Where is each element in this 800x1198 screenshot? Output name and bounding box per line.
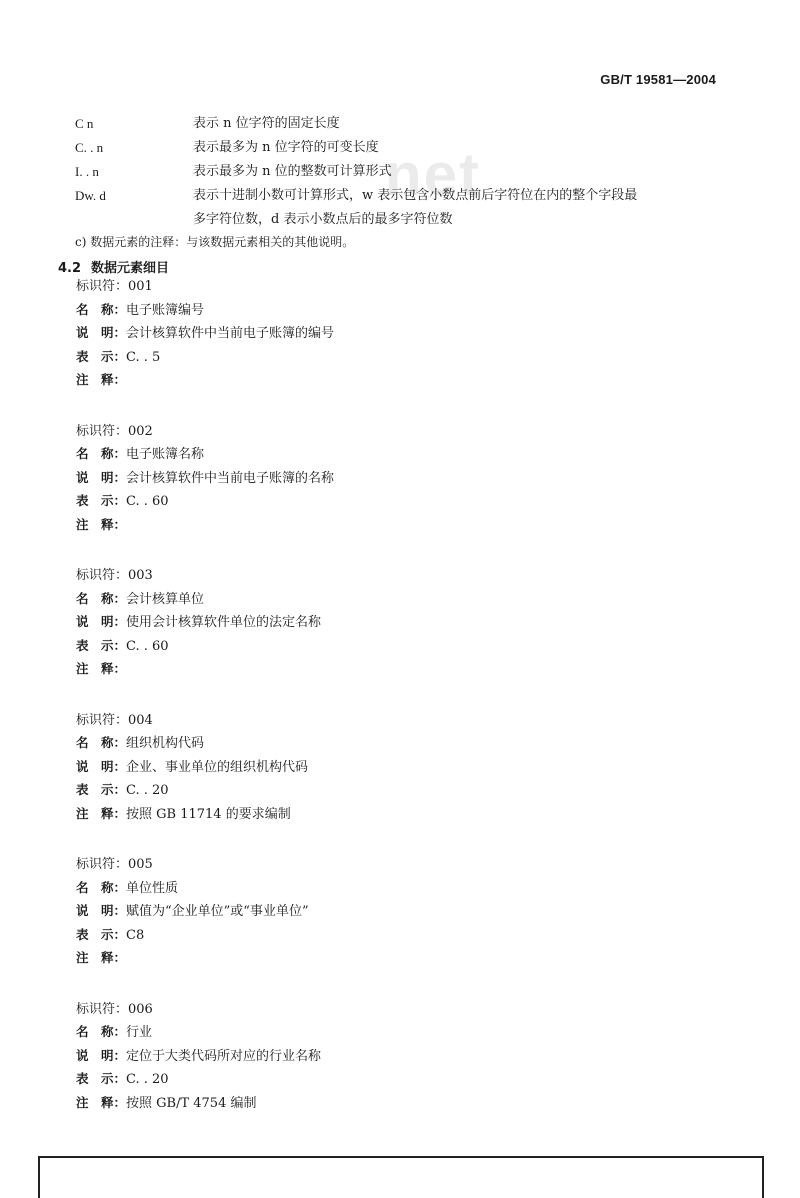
- notation-row: [75, 208, 735, 232]
- description-line: [76, 756, 334, 780]
- representation-value: C. . 20: [126, 783, 169, 798]
- note-line: [76, 369, 334, 393]
- name-value: 电子账簿编号: [126, 302, 205, 318]
- description-value: 会计核算软件中当前电子账簿的编号: [126, 326, 335, 341]
- identifier-line: [76, 710, 334, 733]
- name-line: [76, 299, 334, 323]
- representation-value: C. . 60: [126, 494, 169, 509]
- identifier-line: [76, 999, 334, 1022]
- name-label: 名 称：: [76, 735, 127, 750]
- name-value: 电子账簿名称: [126, 447, 205, 462]
- description-label: 说 明：: [76, 1047, 127, 1063]
- notation-desc: 多字符位数，d 表示小数点后的最多字符位数: [193, 212, 453, 227]
- representation-value: C. . 20: [126, 1072, 169, 1087]
- name-line: [76, 1021, 334, 1045]
- identifier-label: 标识符：: [76, 279, 129, 294]
- representation-line: [76, 1068, 334, 1092]
- notation-row: [75, 112, 735, 136]
- note-c-paragraph: c) 数据元素的注释：与该数据元素相关的其他说明。: [75, 235, 355, 249]
- standard-number-header: GB/T 19581—2004: [600, 72, 716, 87]
- identifier-value: 001: [128, 279, 153, 294]
- representation-value: C. . 60: [126, 638, 169, 654]
- name-value: 行业: [126, 1025, 153, 1040]
- notation-list: [75, 112, 735, 232]
- watermark: net: [385, 141, 481, 208]
- representation-label: 表 示：: [76, 782, 127, 797]
- description-label: 说 明：: [76, 325, 127, 340]
- representation-value: C. . 5: [126, 349, 161, 365]
- description-label: 说 明：: [76, 614, 127, 629]
- note-label: 注 释：: [76, 372, 127, 387]
- notation-desc: 表示十进制小数可计算形式，w 表示包含小数点前后字符位在内的整个字段最: [193, 188, 638, 203]
- representation-line: [76, 490, 334, 514]
- name-value: 组织机构代码: [126, 736, 205, 751]
- description-label: 说 明：: [76, 758, 127, 774]
- identifier-line: [76, 276, 334, 299]
- representation-line: [76, 346, 334, 370]
- identifier-value: 002: [128, 423, 153, 439]
- description-value: 定位于大类代码所对应的行业名称: [126, 1048, 322, 1064]
- note-line: [76, 947, 334, 971]
- note-line: [76, 658, 334, 682]
- description-value: 会计核算软件中当前电子账簿的名称: [126, 470, 335, 486]
- notation-row: [75, 136, 735, 160]
- data-element-entry: [76, 421, 334, 538]
- note-label: 注 释：: [76, 516, 127, 532]
- section-title-text: 数据元素细目: [91, 261, 170, 276]
- note-line: [76, 514, 334, 538]
- notation-code: [75, 208, 193, 232]
- data-element-entry: [76, 854, 334, 971]
- representation-label: 表 示：: [76, 637, 127, 653]
- description-label: 说 明：: [76, 903, 127, 918]
- description-line: [76, 611, 334, 635]
- representation-line: [76, 924, 334, 948]
- identifier-label: 标识符：: [76, 423, 129, 439]
- note-line: [76, 803, 334, 827]
- description-line: [76, 467, 334, 491]
- identifier-label: 标识符：: [76, 1001, 129, 1017]
- description-label: 说 明：: [76, 469, 127, 485]
- name-line: [76, 588, 334, 612]
- note-label: 注 释：: [76, 661, 127, 676]
- representation-label: 表 示：: [76, 926, 127, 942]
- identifier-value: 006: [128, 1001, 153, 1017]
- notation-code: C n: [75, 116, 94, 131]
- section-heading: [58, 257, 169, 276]
- name-label: 名 称：: [76, 446, 127, 461]
- identifier-value: 003: [128, 568, 153, 583]
- identifier-line: [76, 421, 334, 444]
- bottom-frame-border: [38, 1156, 764, 1198]
- notation-desc: 表示最多为 n 位的整数可计算形式: [193, 164, 392, 179]
- data-element-entry: [76, 710, 334, 827]
- note-label: 注 释：: [76, 950, 127, 965]
- representation-label: 表 示：: [76, 348, 127, 364]
- identifier-label: 标识符：: [76, 712, 129, 728]
- name-line: [76, 443, 334, 467]
- notation-code: I. . n: [75, 164, 99, 179]
- description-value: 赋值为“企业单位”或“事业单位”: [126, 904, 309, 919]
- data-element-entry: [76, 565, 334, 682]
- representation-line: [76, 779, 334, 803]
- notation-row: [75, 184, 735, 208]
- name-value: 会计核算单位: [126, 591, 205, 607]
- notation-row: [75, 160, 735, 184]
- description-line: [76, 322, 334, 346]
- name-line: [76, 877, 334, 901]
- data-element-entry: [76, 999, 334, 1116]
- name-line: [76, 732, 334, 756]
- name-label: 名 称：: [76, 301, 127, 317]
- representation-line: [76, 635, 334, 659]
- representation-label: 表 示：: [76, 493, 127, 508]
- name-label: 名 称：: [76, 590, 127, 606]
- description-line: [76, 900, 334, 924]
- description-value: 使用会计核算软件单位的法定名称: [126, 615, 322, 630]
- section-number: 4.2: [58, 261, 82, 276]
- name-value: 单位性质: [126, 880, 179, 896]
- note-value: 按照 GB 11714 的要求编制: [126, 806, 291, 822]
- data-element-list: [76, 276, 334, 1143]
- identifier-line: [76, 565, 334, 588]
- identifier-value: 005: [128, 857, 153, 872]
- notation-code: Dw. d: [75, 188, 106, 203]
- description-line: [76, 1045, 334, 1069]
- note-label: 注 释：: [76, 1094, 127, 1110]
- note-value: 按照 GB/T 4754 编制: [126, 1095, 257, 1111]
- notation-desc: 表示最多为 n 位字符的可变长度: [193, 140, 379, 155]
- note-label: 注 释：: [76, 805, 127, 821]
- representation-label: 表 示：: [76, 1071, 127, 1086]
- name-label: 名 称：: [76, 879, 127, 895]
- description-value: 企业、事业单位的组织机构代码: [126, 759, 309, 775]
- identifier-label: 标识符：: [76, 568, 129, 583]
- identifier-label: 标识符：: [76, 857, 129, 872]
- name-label: 名 称：: [76, 1024, 127, 1039]
- identifier-value: 004: [128, 712, 153, 728]
- notation-code: C. . n: [75, 140, 104, 155]
- representation-value: C8: [126, 927, 145, 943]
- data-element-entry: [76, 276, 334, 393]
- note-line: [76, 1092, 334, 1116]
- notation-desc: 表示 n 位字符的固定长度: [193, 116, 340, 131]
- identifier-line: [76, 854, 334, 877]
